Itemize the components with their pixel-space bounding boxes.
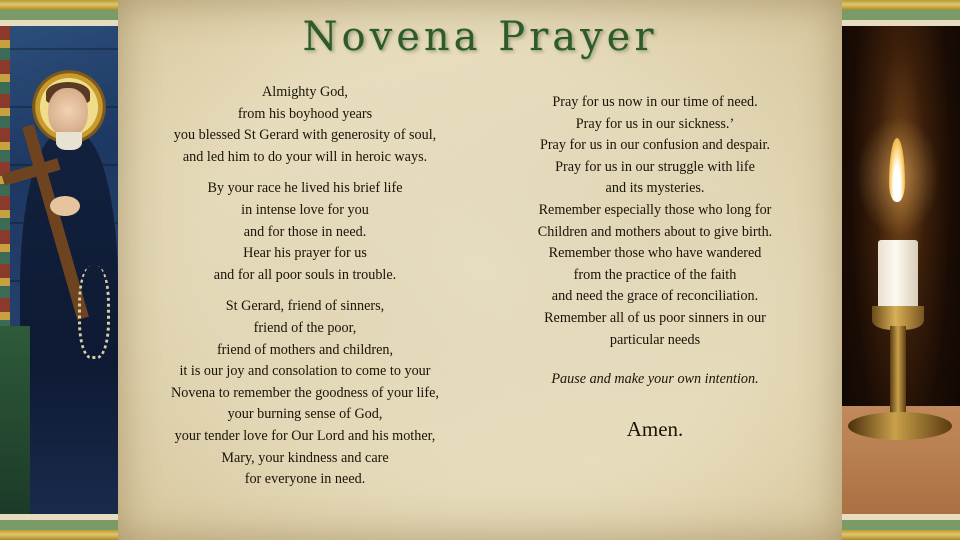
prayer-line: Children and mothers about to give birth. (537, 223, 773, 240)
prayer-line: your tender love for Our Lord and his mother, (174, 427, 436, 444)
prayer-line: Almighty God, (262, 84, 348, 100)
prayer-stanza-1 (132, 82, 478, 168)
prayer-line: and led him to do your will in heroic ways. (182, 148, 428, 165)
page-title: Novena Prayer (302, 14, 658, 60)
closing-amen: Amen. (626, 416, 684, 441)
prayer-line: and for all poor souls in trouble. (213, 266, 397, 283)
prayer-line: particular needs (609, 331, 701, 348)
prayer-stanza-4 (482, 92, 828, 351)
intention-instruction: Pause and make your own intention. (551, 371, 759, 388)
prayer-line: friend of the poor, (253, 319, 357, 336)
prayer-line: and for those in need. (243, 223, 367, 240)
prayer-line: Pray for us now in our time of need. (552, 94, 758, 110)
prayer-stanza-2 (132, 178, 478, 286)
prayer-line: from his boyhood years (237, 105, 373, 122)
prayer-line: Hear his prayer for us (243, 245, 367, 262)
prayer-line: Remember all of us poor sinners in our (544, 309, 766, 326)
prayer-line: By your race he lived his brief life (207, 180, 403, 197)
prayer-line: you blessed St Gerard with generosity of soul, (173, 127, 437, 144)
prayer-line: Novena to remember the goodness of your life, (171, 384, 439, 401)
candle-panel (842, 0, 960, 540)
prayer-line: Pray for us in our confusion and despair. (539, 137, 771, 154)
stained-glass-saint-image (0, 26, 118, 514)
prayer-line: Remember those who have wandered (548, 245, 762, 262)
prayer-left-column (132, 82, 478, 501)
prayer-line: St Gerard, friend of sinners, (225, 298, 385, 315)
prayer-line: your burning sense of God, (227, 406, 383, 423)
prayer-line: Mary, your kindness and care (221, 449, 389, 466)
parchment-background (118, 0, 842, 540)
lit-candle-image (842, 26, 960, 514)
prayer-line: from the practice of the faith (573, 266, 737, 283)
prayer-right-column (482, 92, 828, 440)
prayer-line: and need the grace of reconciliation. (551, 288, 759, 305)
prayer-line: for everyone in need. (244, 471, 366, 488)
stained-glass-panel (0, 0, 118, 540)
prayer-line: Pray for us in our sickness.’ (575, 115, 735, 132)
prayer-line: Pray for us in our struggle with life (555, 158, 755, 175)
prayer-line: it is our joy and consolation to come to your (179, 363, 431, 380)
prayer-line: friend of mothers and children, (216, 341, 394, 358)
prayer-line: Remember especially those who long for (538, 201, 772, 218)
prayer-stanza-3 (132, 296, 478, 490)
prayer-line: in intense love for you (241, 201, 369, 218)
prayer-line: and its mysteries. (605, 180, 705, 197)
